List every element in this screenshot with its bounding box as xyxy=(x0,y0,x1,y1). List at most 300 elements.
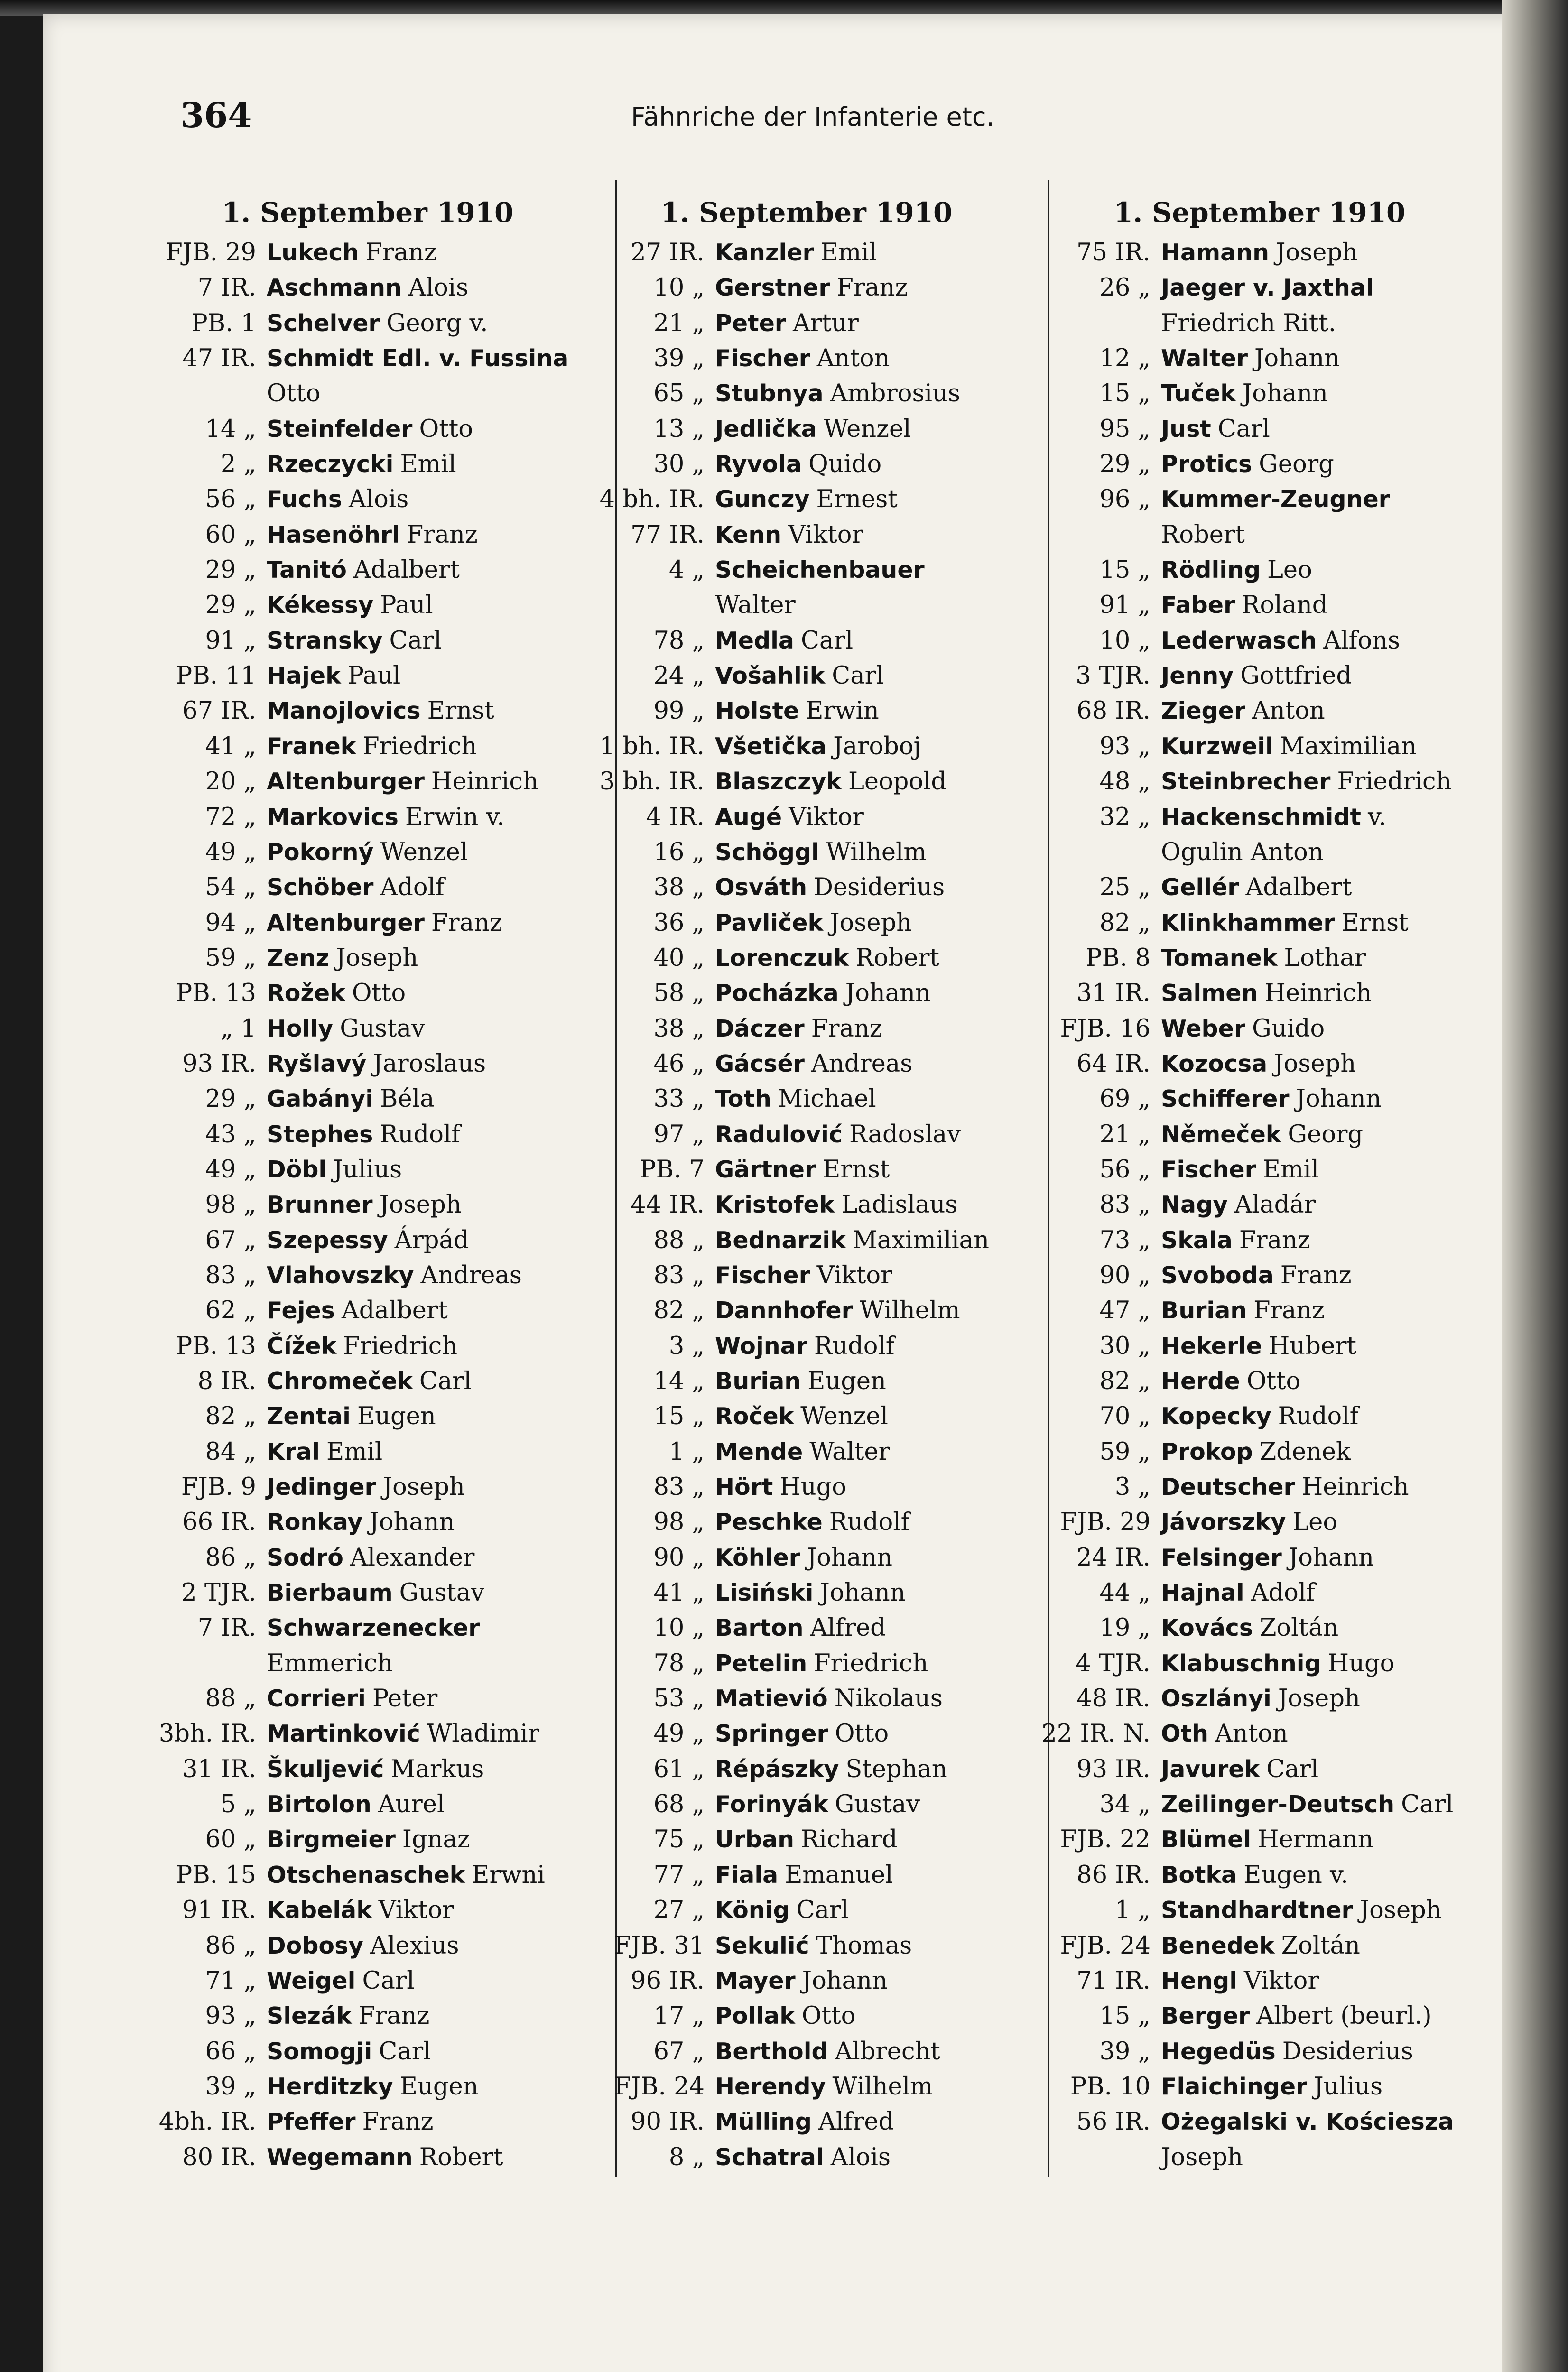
unit-designation: 13 „ xyxy=(653,415,705,443)
ensign-name xyxy=(1161,835,1324,870)
surname: Dobosy xyxy=(267,1932,364,1959)
surname: Kékessy xyxy=(267,592,374,619)
given-name: Viktor xyxy=(378,1896,454,1925)
given-name: Viktor xyxy=(788,520,863,549)
register-entry xyxy=(130,1329,605,1364)
surname: Franek xyxy=(267,732,356,760)
register-entry xyxy=(579,1646,1034,1681)
surname: Čížek xyxy=(267,1332,337,1360)
surname: Springer xyxy=(715,1720,828,1748)
surname: Kanzler xyxy=(715,239,814,266)
given-name: Eugen xyxy=(399,2072,479,2101)
column-heading: 1. September 1910 xyxy=(660,196,953,229)
given-name: Leopold xyxy=(848,768,947,796)
unit-designation: 24 „ xyxy=(653,662,705,690)
register-entry xyxy=(579,270,1034,306)
given-name: Franz xyxy=(836,274,908,302)
ensign-name xyxy=(267,412,473,447)
given-name: Hermann xyxy=(1258,1825,1373,1854)
register-entry xyxy=(130,341,605,376)
ensign-name xyxy=(715,1258,892,1293)
given-name: Lothar xyxy=(1284,944,1366,972)
unit-designation: 27 „ xyxy=(653,1896,705,1925)
unit-designation xyxy=(1025,518,1161,553)
ensign-name xyxy=(1161,1470,1409,1505)
unit-designation: 10 „ xyxy=(1099,626,1150,655)
given-name: Jaroslaus xyxy=(373,1049,486,1078)
register-entry xyxy=(130,1822,605,1857)
unit-designation: 29 „ xyxy=(205,591,256,620)
ensign-name xyxy=(715,1329,895,1364)
register-entry xyxy=(579,1540,1034,1575)
surname: Mende xyxy=(715,1438,803,1465)
given-name: Ladislaus xyxy=(841,1191,958,1219)
ensign-name xyxy=(715,623,853,658)
unit-designation: 66 IR. xyxy=(182,1508,256,1537)
register-entry xyxy=(130,1223,605,1258)
given-name: Heinrich xyxy=(1264,979,1372,1008)
given-name: Desiderius xyxy=(814,873,945,902)
unit-designation: PB. 11 xyxy=(176,662,256,690)
register-entry-continuation xyxy=(1025,306,1494,341)
unit-designation: 48 IR. xyxy=(1076,1685,1150,1713)
surname: Flaichinger xyxy=(1161,2073,1308,2100)
ensign-name xyxy=(715,1787,920,1822)
ensign-name xyxy=(267,835,468,870)
register-entry xyxy=(1025,2034,1494,2069)
ensign-name xyxy=(267,1505,455,1540)
unit-designation: 56 „ xyxy=(1099,1155,1150,1184)
given-name: Johann xyxy=(1296,1085,1382,1113)
surname: Benedek xyxy=(1161,1932,1275,1959)
register-entry xyxy=(1025,764,1494,799)
given-name: Markus xyxy=(390,1755,484,1783)
surname: Peter xyxy=(715,309,786,337)
unit-designation xyxy=(130,376,267,411)
ensign-name xyxy=(267,1893,454,1928)
given-name: Johann xyxy=(1288,1543,1374,1572)
register-entry xyxy=(579,1329,1034,1364)
unit-designation: 56 IR. xyxy=(1076,2108,1150,2136)
unit-designation: 36 „ xyxy=(653,908,705,937)
given-name: Béla xyxy=(380,1085,435,1113)
given-name: Joseph xyxy=(336,944,418,972)
register-entry xyxy=(130,1858,605,1893)
register-entry xyxy=(1025,376,1494,411)
given-name: Friedrich xyxy=(1337,768,1452,796)
register-column-1 xyxy=(130,190,605,2175)
ensign-name xyxy=(1161,553,1312,588)
unit-designation: 1 „ xyxy=(1114,1896,1150,1925)
ensign-name xyxy=(267,518,478,553)
register-entry xyxy=(130,1293,605,1328)
surname: Wegemann xyxy=(267,2143,413,2171)
given-name: Erwin xyxy=(806,697,879,725)
ensign-name xyxy=(715,1399,888,1434)
surname: Birtolon xyxy=(267,1791,371,1818)
surname: Hasenöhrl xyxy=(267,521,400,548)
ensign-name xyxy=(1161,306,1336,341)
given-name: Franz xyxy=(431,908,502,937)
register-entry xyxy=(1025,1964,1494,1999)
given-name: Ernst xyxy=(1341,908,1409,937)
ensign-name xyxy=(267,1611,486,1646)
ensign-name xyxy=(1161,1716,1288,1751)
unit-designation: 90 „ xyxy=(1099,1261,1150,1289)
unit-designation: 15 „ xyxy=(1099,380,1150,408)
unit-designation: 4 TJR. xyxy=(1076,1649,1150,1677)
unit-designation: 67 IR. xyxy=(182,697,256,725)
surname: Pavliček xyxy=(715,909,824,936)
unit-designation: 31 IR. xyxy=(1076,979,1150,1008)
unit-designation: 1 „ xyxy=(668,1437,705,1466)
unit-designation: 33 „ xyxy=(653,1085,705,1113)
ensign-name xyxy=(1161,764,1451,799)
ensign-name xyxy=(1161,1822,1373,1857)
given-name: Emmerich xyxy=(267,1649,393,1677)
register-entry xyxy=(579,235,1034,270)
ensign-name xyxy=(715,1999,855,2034)
unit-designation xyxy=(1025,835,1161,870)
surname: Fuchs xyxy=(267,486,343,513)
given-name: Georg xyxy=(1259,450,1334,479)
ensign-name xyxy=(1161,1505,1337,1540)
unit-designation: 3 „ xyxy=(668,1332,705,1360)
unit-designation: 38 „ xyxy=(653,1014,705,1043)
register-entry xyxy=(579,1187,1034,1223)
given-name: Walter xyxy=(715,591,796,620)
surname: Köhler xyxy=(715,1544,800,1571)
ensign-name xyxy=(715,1646,928,1681)
given-name: Michael xyxy=(778,1085,876,1113)
register-entry xyxy=(1025,2069,1494,2104)
unit-designation: 82 „ xyxy=(205,1402,256,1431)
unit-designation: 73 „ xyxy=(1099,1226,1150,1254)
register-entry xyxy=(130,2140,605,2175)
unit-designation: 22 IR. N. xyxy=(1041,1720,1150,1748)
given-name: Richard xyxy=(800,1825,898,1854)
unit-designation: FJB. 29 xyxy=(1060,1508,1150,1537)
register-entry xyxy=(130,800,605,835)
register-entry xyxy=(1025,1293,1494,1328)
given-name: Eugen xyxy=(807,1367,886,1395)
register-entry xyxy=(1025,1858,1494,1893)
ensign-name xyxy=(267,906,502,941)
register-entry xyxy=(579,306,1034,341)
ensign-name xyxy=(715,2069,933,2104)
given-name: Rudolf xyxy=(1278,1402,1359,1431)
register-entry xyxy=(1025,1716,1494,1751)
given-name: Joseph xyxy=(1161,2143,1243,2171)
given-name: Friedrich xyxy=(343,1332,458,1360)
register-entry xyxy=(1025,341,1494,376)
surname: Berthold xyxy=(715,2038,828,2065)
given-name: Radoslav xyxy=(849,1120,961,1149)
unit-designation: 90 „ xyxy=(653,1543,705,1572)
unit-designation: 4bh. IR. xyxy=(158,2108,256,2136)
given-name: Emil xyxy=(400,450,456,479)
register-entry xyxy=(130,1152,605,1187)
register-entry xyxy=(579,1399,1034,1434)
given-name: Viktor xyxy=(816,1261,892,1289)
surname: Osváth xyxy=(715,874,807,901)
surname: Pocházka xyxy=(715,980,839,1007)
ensign-name xyxy=(267,306,488,341)
surname: Szepessy xyxy=(267,1226,388,1254)
unit-designation: PB. 7 xyxy=(640,1155,705,1184)
unit-designation: 15 „ xyxy=(653,1402,705,1431)
unit-designation: 88 „ xyxy=(653,1226,705,1254)
surname: Gerstner xyxy=(715,274,830,302)
ensign-name xyxy=(1161,694,1325,729)
given-name: Anton xyxy=(816,344,890,373)
unit-designation: 97 „ xyxy=(653,1120,705,1149)
register-entry-continuation xyxy=(1025,835,1494,870)
register-entry xyxy=(1025,1258,1494,1293)
surname: Schatral xyxy=(715,2143,824,2171)
register-entry xyxy=(130,1047,605,1082)
given-name: Adolf xyxy=(380,873,445,902)
ensign-name xyxy=(267,482,408,517)
given-name: Joseph xyxy=(382,1473,465,1501)
given-name: Alexius xyxy=(370,1931,459,1960)
surname: Škuljević xyxy=(267,1755,384,1783)
register-entry xyxy=(579,1470,1034,1505)
ensign-name xyxy=(1161,1117,1363,1152)
ensign-name xyxy=(715,235,877,270)
ensign-name xyxy=(267,341,575,376)
unit-designation: 39 „ xyxy=(653,344,705,373)
surname: Tanitó xyxy=(267,556,347,584)
unit-designation: 7 IR. xyxy=(197,1614,256,1642)
given-name: Georg v. xyxy=(386,309,488,337)
surname: Zentai xyxy=(267,1403,351,1430)
surname: Hajek xyxy=(267,662,341,690)
register-entry xyxy=(130,1575,605,1611)
ensign-name xyxy=(715,1681,943,1716)
register-entry xyxy=(130,835,605,870)
unit-designation: 49 „ xyxy=(205,838,256,866)
ensign-name xyxy=(1161,2104,1460,2140)
given-name: Viktor xyxy=(789,803,864,831)
ensign-name xyxy=(1161,1258,1352,1293)
register-entry xyxy=(1025,941,1494,976)
given-name: Nikolaus xyxy=(834,1685,943,1713)
given-name: Albert (beurl.) xyxy=(1256,2002,1432,2030)
given-name: Leo xyxy=(1292,1508,1338,1537)
surname: Lederwasch xyxy=(1161,627,1317,654)
ensign-name xyxy=(715,376,960,411)
given-name: Roland xyxy=(1242,591,1328,620)
register-entry xyxy=(1025,2104,1494,2140)
ensign-name xyxy=(715,1011,882,1047)
given-name: Robert xyxy=(855,944,940,972)
surname: Schelver xyxy=(267,309,380,337)
register-entry xyxy=(130,1964,605,1999)
ensign-name xyxy=(1161,447,1334,482)
surname: Schifferer xyxy=(1161,1085,1290,1113)
surname: Weber xyxy=(1161,1015,1246,1042)
register-entry xyxy=(130,1928,605,1964)
given-name: Friedrich xyxy=(814,1649,928,1677)
register-entry xyxy=(579,1716,1034,1751)
register-entry xyxy=(130,553,605,588)
given-name: Árpád xyxy=(394,1226,469,1254)
surname: Lisiński xyxy=(715,1579,814,1607)
ensign-name xyxy=(267,1787,445,1822)
ensign-name xyxy=(1161,1223,1310,1258)
unit-designation: 96 „ xyxy=(1099,485,1150,514)
ensign-name xyxy=(715,518,863,553)
surname: Lorenczuk xyxy=(715,944,849,972)
surname: Herditzky xyxy=(267,2073,393,2100)
given-name: Thomas xyxy=(816,1931,912,1960)
given-name: Paul xyxy=(347,662,401,690)
surname: Stransky xyxy=(267,627,383,654)
ensign-name xyxy=(1161,1152,1319,1187)
surname: Martinković xyxy=(267,1720,420,1748)
given-name: Zdenek xyxy=(1259,1437,1351,1466)
register-entry xyxy=(1025,1787,1494,1822)
register-entry xyxy=(130,306,605,341)
ensign-name xyxy=(715,729,921,764)
unit-designation xyxy=(1025,306,1161,341)
given-name: Otto xyxy=(1246,1367,1301,1395)
surname: Otschenaschek xyxy=(267,1861,465,1889)
surname: Somogji xyxy=(267,2038,372,2065)
surname: Fischer xyxy=(1161,1156,1256,1183)
given-name: Aurel xyxy=(378,1790,445,1819)
surname: Burian xyxy=(715,1368,801,1395)
register-entry xyxy=(579,341,1034,376)
given-name: Rudolf xyxy=(814,1332,895,1360)
unit-designation: 86 IR. xyxy=(1076,1861,1150,1889)
register-entry xyxy=(130,2104,605,2140)
surname: Slezák xyxy=(267,2002,352,2030)
register-entry xyxy=(1025,1575,1494,1611)
register-entry xyxy=(1025,482,1494,517)
surname: Oth xyxy=(1161,1720,1208,1748)
register-entry xyxy=(130,941,605,976)
register-entry xyxy=(130,1716,605,1751)
surname: Svoboda xyxy=(1161,1261,1274,1289)
ensign-name xyxy=(1161,1611,1338,1646)
surname: Jaeger v. Jaxthal xyxy=(1161,274,1374,302)
ensign-name xyxy=(267,1435,382,1470)
surname: Kabelák xyxy=(267,1897,372,1924)
register-entry xyxy=(579,376,1034,411)
surname: Bierbaum xyxy=(267,1579,393,1607)
ensign-name xyxy=(267,1293,448,1328)
given-name: Franz xyxy=(358,2002,430,2030)
ensign-name xyxy=(1161,1893,1442,1928)
unit-designation: 70 „ xyxy=(1099,1402,1150,1431)
given-name: Johann xyxy=(845,979,931,1008)
given-name: Robert xyxy=(419,2143,503,2171)
ensign-name xyxy=(715,835,927,870)
surname: Schöggl xyxy=(715,838,819,866)
unit-designation: 94 „ xyxy=(205,908,256,937)
register-entry xyxy=(1025,800,1494,835)
surname: Mayer xyxy=(715,1967,796,1994)
surname: Zieger xyxy=(1161,697,1246,725)
register-entry xyxy=(579,1928,1034,1964)
ensign-name xyxy=(715,764,946,799)
given-name: Emil xyxy=(1262,1155,1319,1184)
unit-designation: FJB. 16 xyxy=(1060,1014,1150,1043)
register-entry xyxy=(130,1893,605,1928)
ensign-name xyxy=(267,1047,486,1082)
ensign-name xyxy=(267,623,442,658)
unit-designation: 60 „ xyxy=(205,520,256,549)
ensign-name xyxy=(267,1117,460,1152)
unit-designation: 91 IR. xyxy=(182,1896,256,1925)
ensign-name xyxy=(267,1964,415,1999)
register-entry xyxy=(1025,1470,1494,1505)
given-name: Viktor xyxy=(1244,1966,1319,1995)
register-entry xyxy=(130,1787,605,1822)
unit-designation: FJB. 29 xyxy=(166,239,256,267)
ensign-name xyxy=(715,2104,894,2140)
register-entry xyxy=(130,1505,605,1540)
surname: Lukech xyxy=(267,239,359,266)
register-entry xyxy=(1025,1152,1494,1187)
running-head: Fähnriche der Infanterie etc. xyxy=(631,102,994,132)
surname: Steinbrecher xyxy=(1161,768,1331,796)
given-name: Friedrich Ritt. xyxy=(1161,309,1336,337)
ensign-name xyxy=(267,588,433,623)
register-entry-continuation xyxy=(1025,518,1494,553)
surname: Manojlovics xyxy=(267,697,421,725)
ensign-name xyxy=(1161,235,1358,270)
surname: Prokop xyxy=(1161,1438,1253,1465)
surname: Ożegalski v. Kościesza xyxy=(1161,2108,1454,2136)
unit-designation xyxy=(1025,2140,1161,2175)
unit-designation: PB. 13 xyxy=(176,1332,256,1360)
surname: Hajnal xyxy=(1161,1579,1244,1607)
ensign-name xyxy=(1161,1575,1315,1611)
given-name: Ernst xyxy=(823,1155,890,1184)
surname: Stubnya xyxy=(715,380,824,408)
unit-designation: 77 „ xyxy=(653,1861,705,1889)
register-entry xyxy=(130,235,605,270)
register-entry xyxy=(1025,1681,1494,1716)
register-entry xyxy=(579,1082,1034,1117)
surname: Blaszczyk xyxy=(715,768,842,796)
surname: Hengl xyxy=(1161,1967,1237,1994)
register-entry xyxy=(130,482,605,517)
given-name: Ambrosius xyxy=(830,380,961,408)
surname: Petelin xyxy=(715,1649,807,1677)
ensign-name xyxy=(1161,588,1327,623)
unit-designation: 83 „ xyxy=(1099,1191,1150,1219)
page-number: 364 xyxy=(180,95,252,135)
register-entry xyxy=(579,658,1034,694)
ensign-name xyxy=(715,1470,846,1505)
register-entry xyxy=(1025,1611,1494,1646)
surname: Protics xyxy=(1161,451,1253,478)
register-entry xyxy=(130,1611,605,1646)
unit-designation: 27 IR. xyxy=(631,239,705,267)
surname: Deutscher xyxy=(1161,1473,1295,1501)
given-name: Walter xyxy=(809,1437,890,1466)
unit-designation: 83 „ xyxy=(653,1261,705,1289)
register-entry xyxy=(1025,1646,1494,1681)
given-name: Anton xyxy=(1215,1720,1288,1748)
unit-designation: 1 bh. IR. xyxy=(599,732,705,760)
given-name: Aladár xyxy=(1234,1191,1316,1219)
register-entry xyxy=(579,1893,1034,1928)
